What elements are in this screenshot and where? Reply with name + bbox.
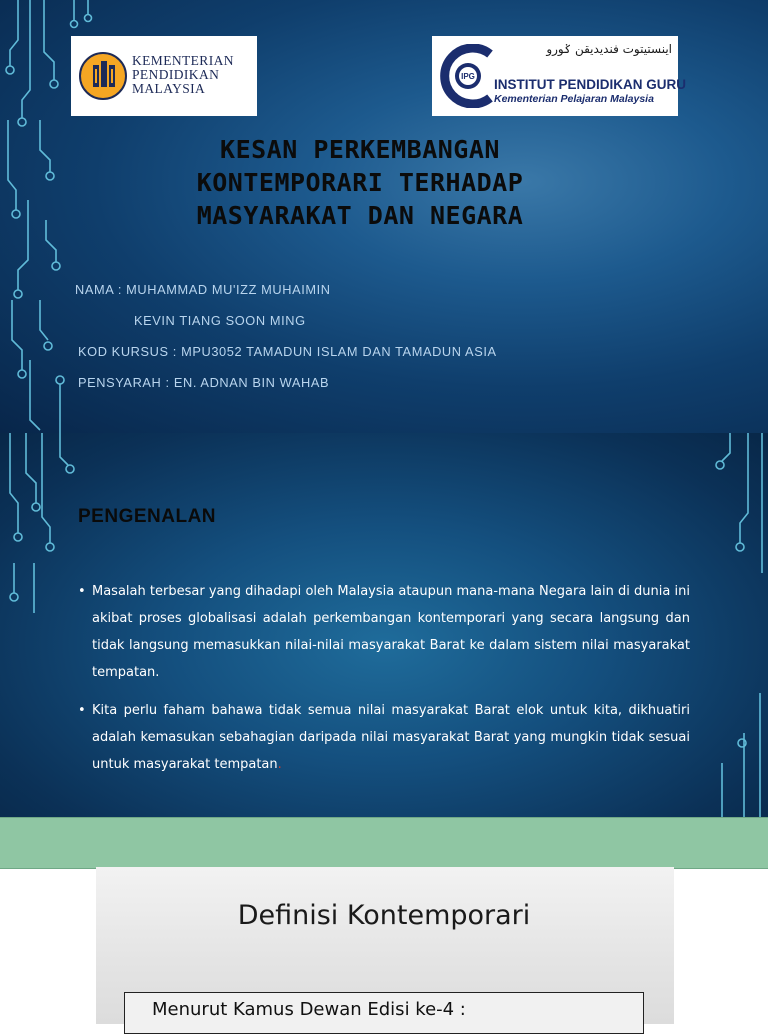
- definition-title: Definisi Kontemporari: [237, 900, 531, 931]
- kpm-logo-text: [132, 54, 234, 96]
- student-name-1: NAMA : MUHAMMAD MU'IZZ MUHAIMIN: [75, 282, 331, 297]
- section-heading: PENGENALAN: [78, 506, 217, 527]
- ipg-logo: [432, 36, 686, 116]
- kpm-line-3: MALAYSIA: [132, 81, 206, 96]
- introduction-slide: [0, 433, 768, 817]
- definition-box-text: Menurut Kamus Dewan Edisi ke-4 :: [152, 999, 466, 1020]
- title-line-3: MASYARAKAT DAN NEGARA: [196, 201, 524, 230]
- presentation-title: [80, 133, 640, 232]
- bullet-paragraph-1: [78, 578, 690, 686]
- title-line-1: KESAN PERKEMBANGAN: [220, 135, 500, 164]
- bullet-paragraph-2: [78, 697, 690, 778]
- ipg-badge-text: IPG: [461, 72, 475, 81]
- ipg-subtitle-text: Kementerian Pelajaran Malaysia: [494, 93, 654, 105]
- kpm-emblem-icon: [79, 51, 127, 101]
- kpm-line-2: PENDIDIKAN: [132, 67, 220, 82]
- student-name-2: KEVIN TIANG SOON MING: [134, 313, 306, 328]
- title-line-2: KONTEMPORARI TERHADAP: [196, 168, 524, 197]
- course-code: KOD KURSUS : MPU3052 TAMADUN ISLAM DAN TAMADUN ASIA: [78, 344, 497, 359]
- bullet-text-2: Kita perlu faham bahawa tidak semua nilai masyarakat Barat elok untuk kita, dikhuatiri adalah kemasukan sebahagian daripada nilai masyarakat Barat yang mungkin tidak sesuai untuk masyarakat tempatan: [92, 703, 690, 772]
- trailing-dot: .: [277, 757, 282, 772]
- definition-box: [124, 992, 644, 1034]
- kpm-line-1: KEMENTERIAN: [132, 53, 234, 68]
- ipg-emblem-icon: [440, 44, 496, 108]
- bullet-marker: •: [78, 703, 86, 718]
- title-slide: [0, 0, 768, 433]
- bullet-text-1: Masalah terbesar yang dihadapi oleh Malaysia ataupun mana-mana Negara lain di dunia ini akibat proses globalisasi adalah perkembangan kontemporari yang secara langsung dan tidak langsung memasukkan nilai-nilai masyarakat Barat ke dalam sistem nilai masyarakat tempatan.: [92, 584, 690, 680]
- lecturer-name: PENSYARAH : EN. ADNAN BIN WAHAB: [78, 375, 330, 390]
- ipg-arabic-text: اينستيتوت فنديديقن ݢورو: [546, 42, 672, 56]
- kpm-logo: [71, 36, 257, 116]
- ipg-title-text: INSTITUT PENDIDIKAN GURU: [494, 77, 686, 92]
- divider-bar: [0, 817, 768, 869]
- bullet-marker: •: [78, 584, 86, 599]
